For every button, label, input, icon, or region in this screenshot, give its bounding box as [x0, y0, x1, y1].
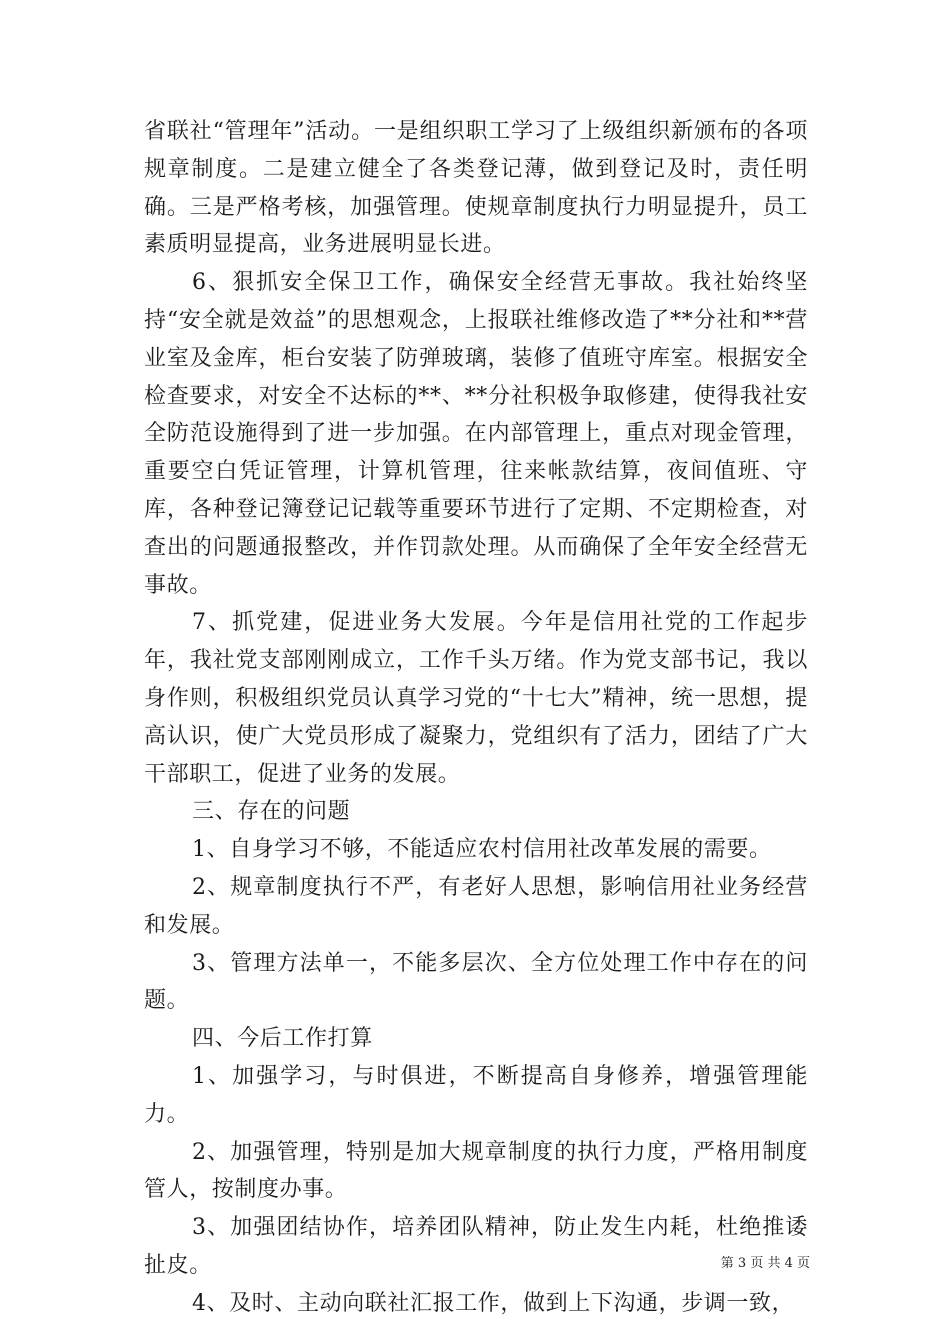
paragraph: 2、规章制度执行不严，有老好人思想，影响信用社业务经营和发展。 [144, 874, 808, 938]
paragraph: 省联社“管理年”活动。一是组织职工学习了上级组织新颁布的各项规章制度。二是建立健全了各类登记薄，做到登记及时，责任明确。三是严格考核，加强管理。使规章制度执行力明显提升，员工素质明显提高，业务进展明显长进。 [144, 119, 808, 258]
page-number: 第 3 页 共 4 页 [720, 1256, 810, 1271]
paragraph: 2、加强管理，特别是加大规章制度的执行力度，严格用制度管人，按制度办事。 [144, 1139, 808, 1203]
document-body [144, 113, 808, 1323]
paragraph: 1、加强学习，与时俱进，不断提高自身修养，增强管理能力。 [144, 1063, 808, 1127]
paragraph: 4、及时、主动向联社汇报工作，做到上下沟通，步调一致， [192, 1290, 795, 1316]
paragraph: 3、加强团结协作，培养团队精神，防止发生内耗，杜绝推诿扯皮。 [144, 1215, 808, 1278]
paragraph: 3、管理方法单一，不能多层次、全方位处理工作中存在的问题。 [144, 950, 808, 1014]
section-heading: 四、今后工作打算 [192, 1026, 373, 1052]
paragraph: 6、狠抓安全保卫工作，确保安全经营无事故。我社始终坚持“安全就是效益”的思想观念，上报联社维修改造了**分社和**营业室及金库，柜台安装了防弹玻璃，装修了值班守库室。根据安全检查要求，对安全不达标的**、**分社积极争取修建，使得我社安全防范设施得到了进一步加强。在内部管理上，重点对现金管理，重要空白凭证管理，计算机管理，往来帐款结算，夜间值班、守库，各种登记簿登记记载等重要环节进行了定期、不定期检查，对查出的问题通报整改，并作罚款处理。从而确保了全年安全经营无事故。 [144, 270, 808, 598]
paragraph: 1、自身学习不够，不能适应农村信用社改革发展的需要。 [192, 837, 772, 863]
paragraph: 7、抓党建，促进业务大发展。今年是信用社党的工作起步年，我社党支部刚刚成立，工作千头万绪。作为党支部书记，我以身作则，积极组织党员认真学习党的“十七大”精神，统一思想，提高认识，使广大党员形成了凝聚力，党组织有了活力，团结了广大干部职工，促进了业务的发展。 [144, 610, 808, 787]
section-heading: 三、存在的问题 [192, 799, 351, 825]
